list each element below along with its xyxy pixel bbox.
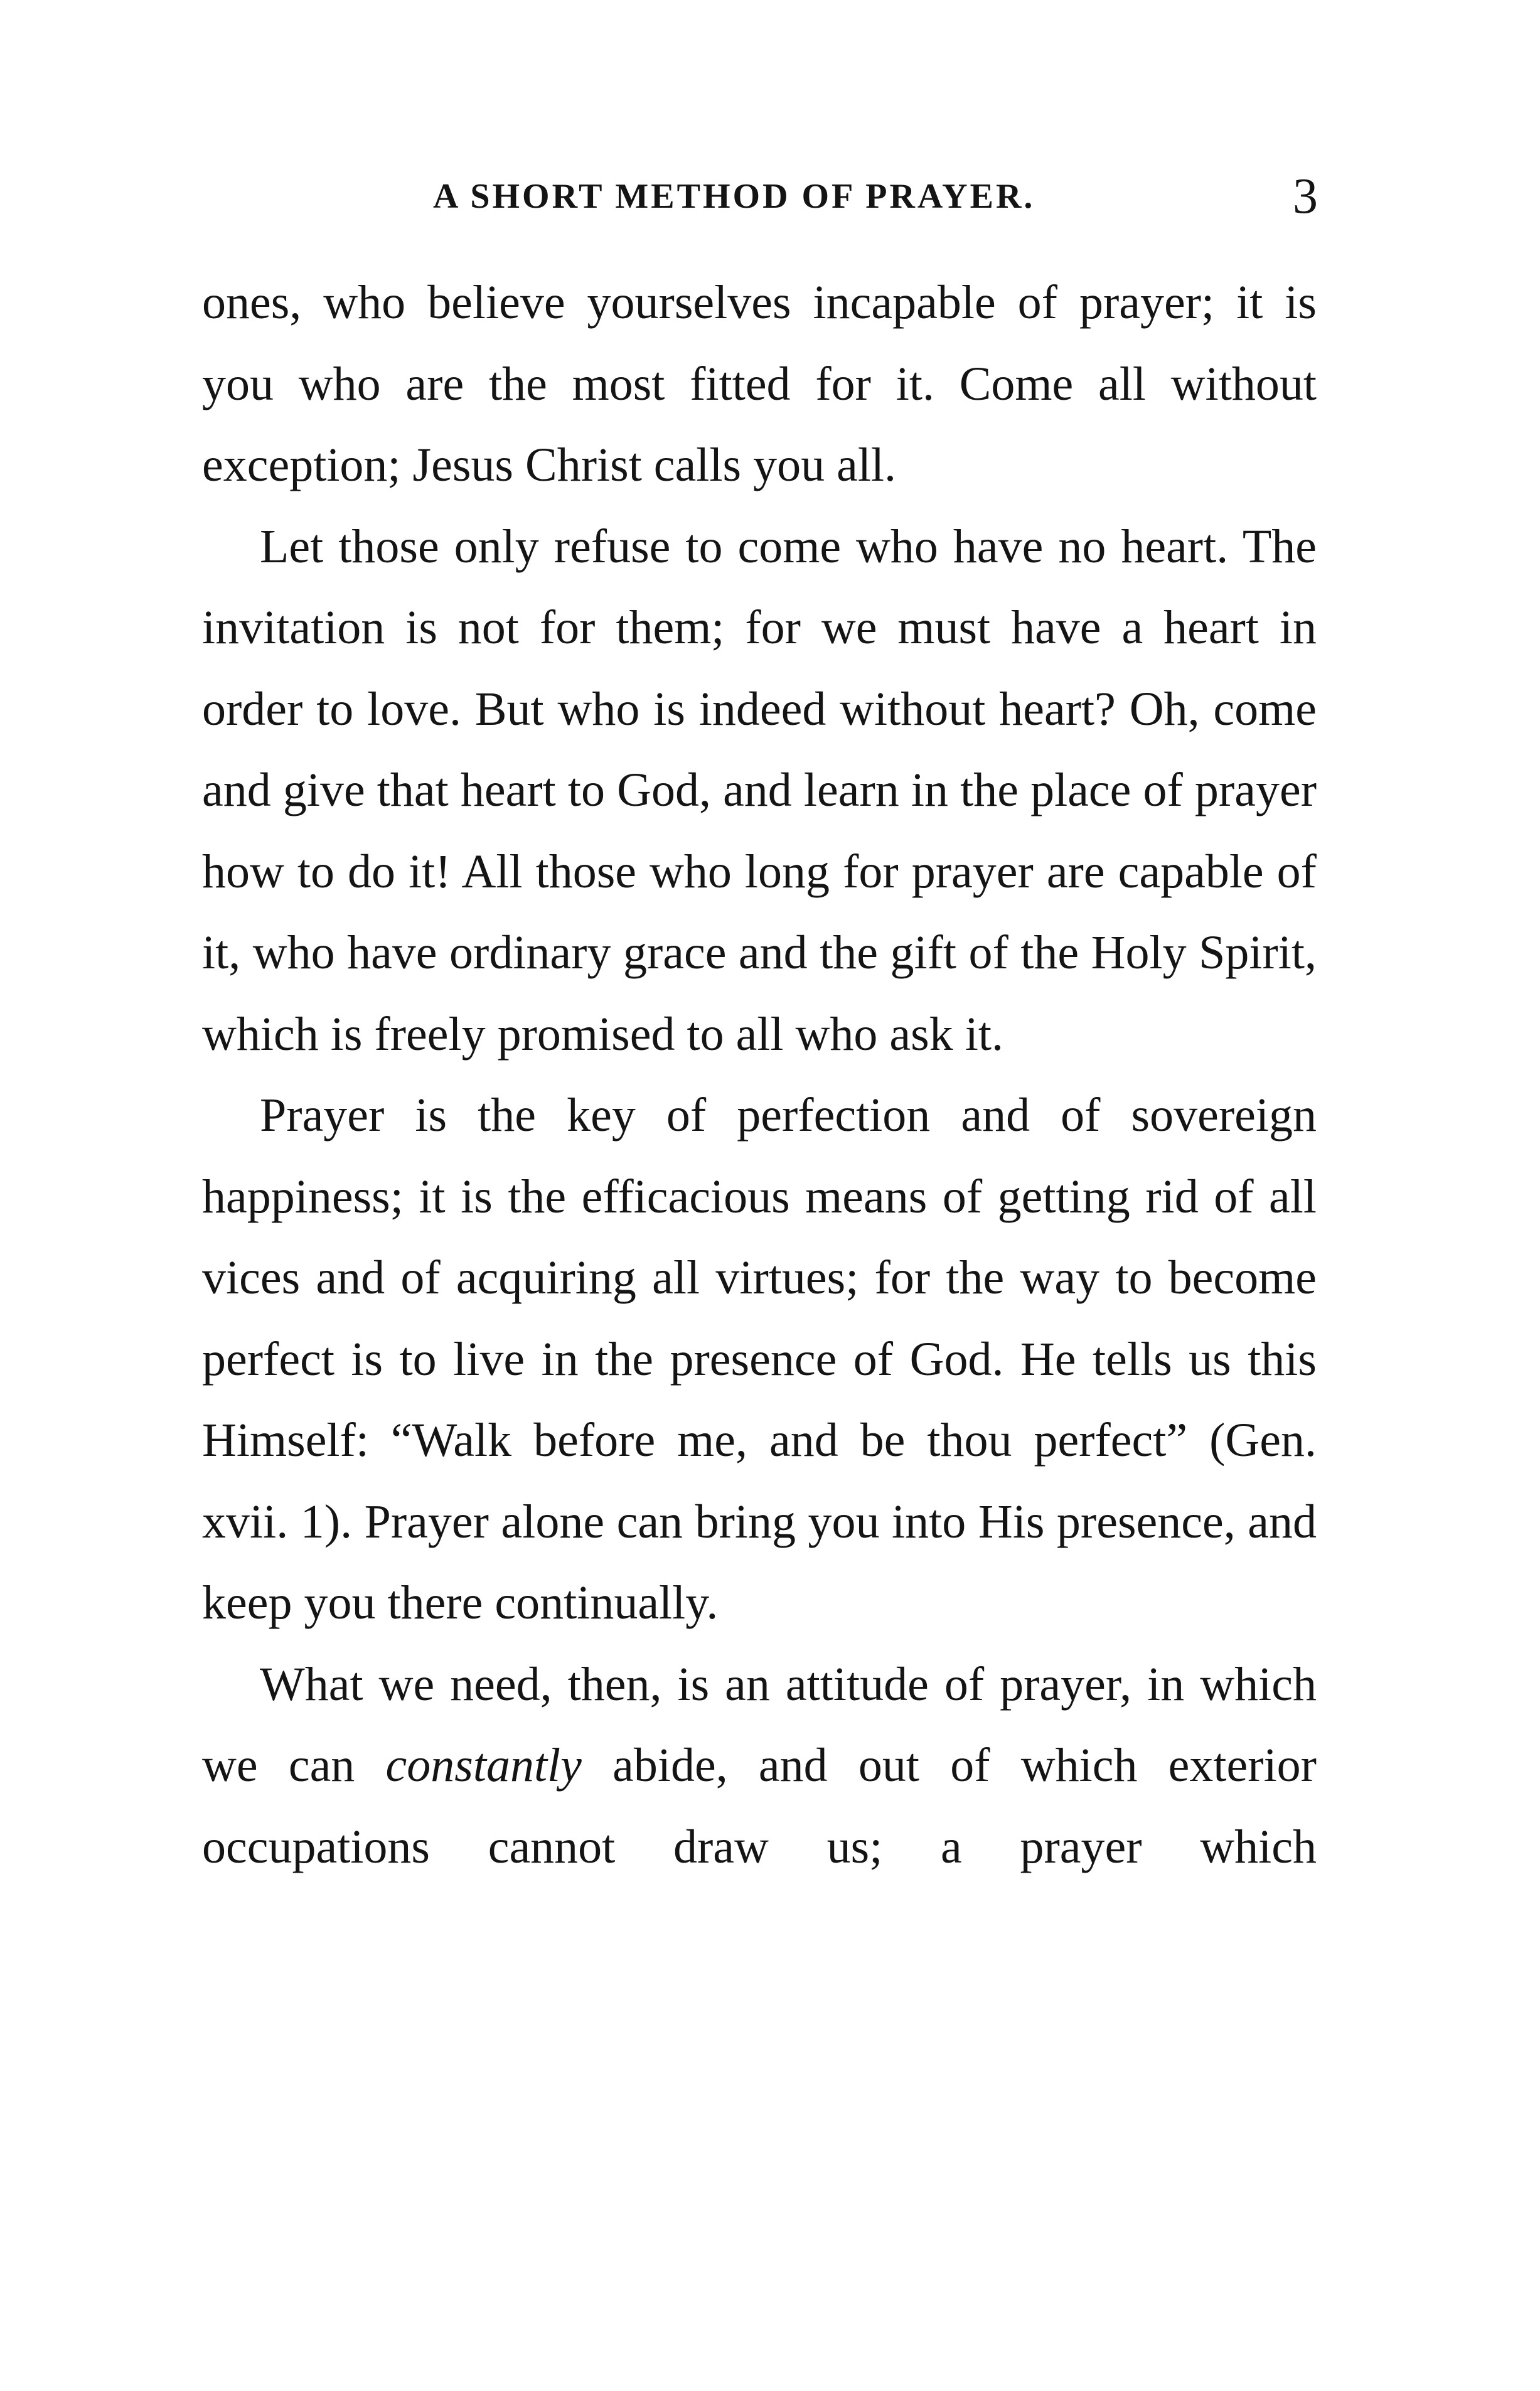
running-title: A SHORT METHOD OF PRAYER.	[433, 177, 1035, 216]
running-head	[201, 168, 1318, 225]
paragraph-4-emphasis: constantly	[385, 1739, 582, 1792]
paragraph-1: ones, who believe yourselves incapable of prayer; it is you who are the most fitted for it. Come all without exception; Jesus Christ calls you all.	[202, 276, 1317, 491]
paragraph-3: Prayer is the key of perfection and of sovereign happiness; it is the efficacious means of getting rid of all vices and of acquiring all virtues; for the way to become perfect is to live in the presence of God. He tells us this Himself: “Walk before me, and be thou perfect” (Gen. xvii. 1). Prayer alone can bring you into His presence, and keep you there continually.	[202, 1089, 1317, 1629]
paragraph-4-end: abide, and out of which exterior occupations cannot draw us; a prayer which	[202, 1739, 1317, 1873]
body-text	[202, 262, 1317, 1888]
page-number: 3	[1293, 169, 1318, 224]
paragraph-2: Let those only refuse to come who have no heart. The invitation is not for them; for we must have a heart in order to love. But who is indeed without heart? Oh, come and give that heart to God, and learn in the place of prayer how to do it! All those who long for prayer are capable of it, who have ordinary grace and the gift of the Holy Spirit, which is freely promised to all who ask it.	[202, 520, 1317, 1061]
paragraph-4	[202, 1644, 1317, 1888]
paragraph-4-start: What we need, then, is an attitude of prayer, in which we can	[202, 1657, 1317, 1792]
